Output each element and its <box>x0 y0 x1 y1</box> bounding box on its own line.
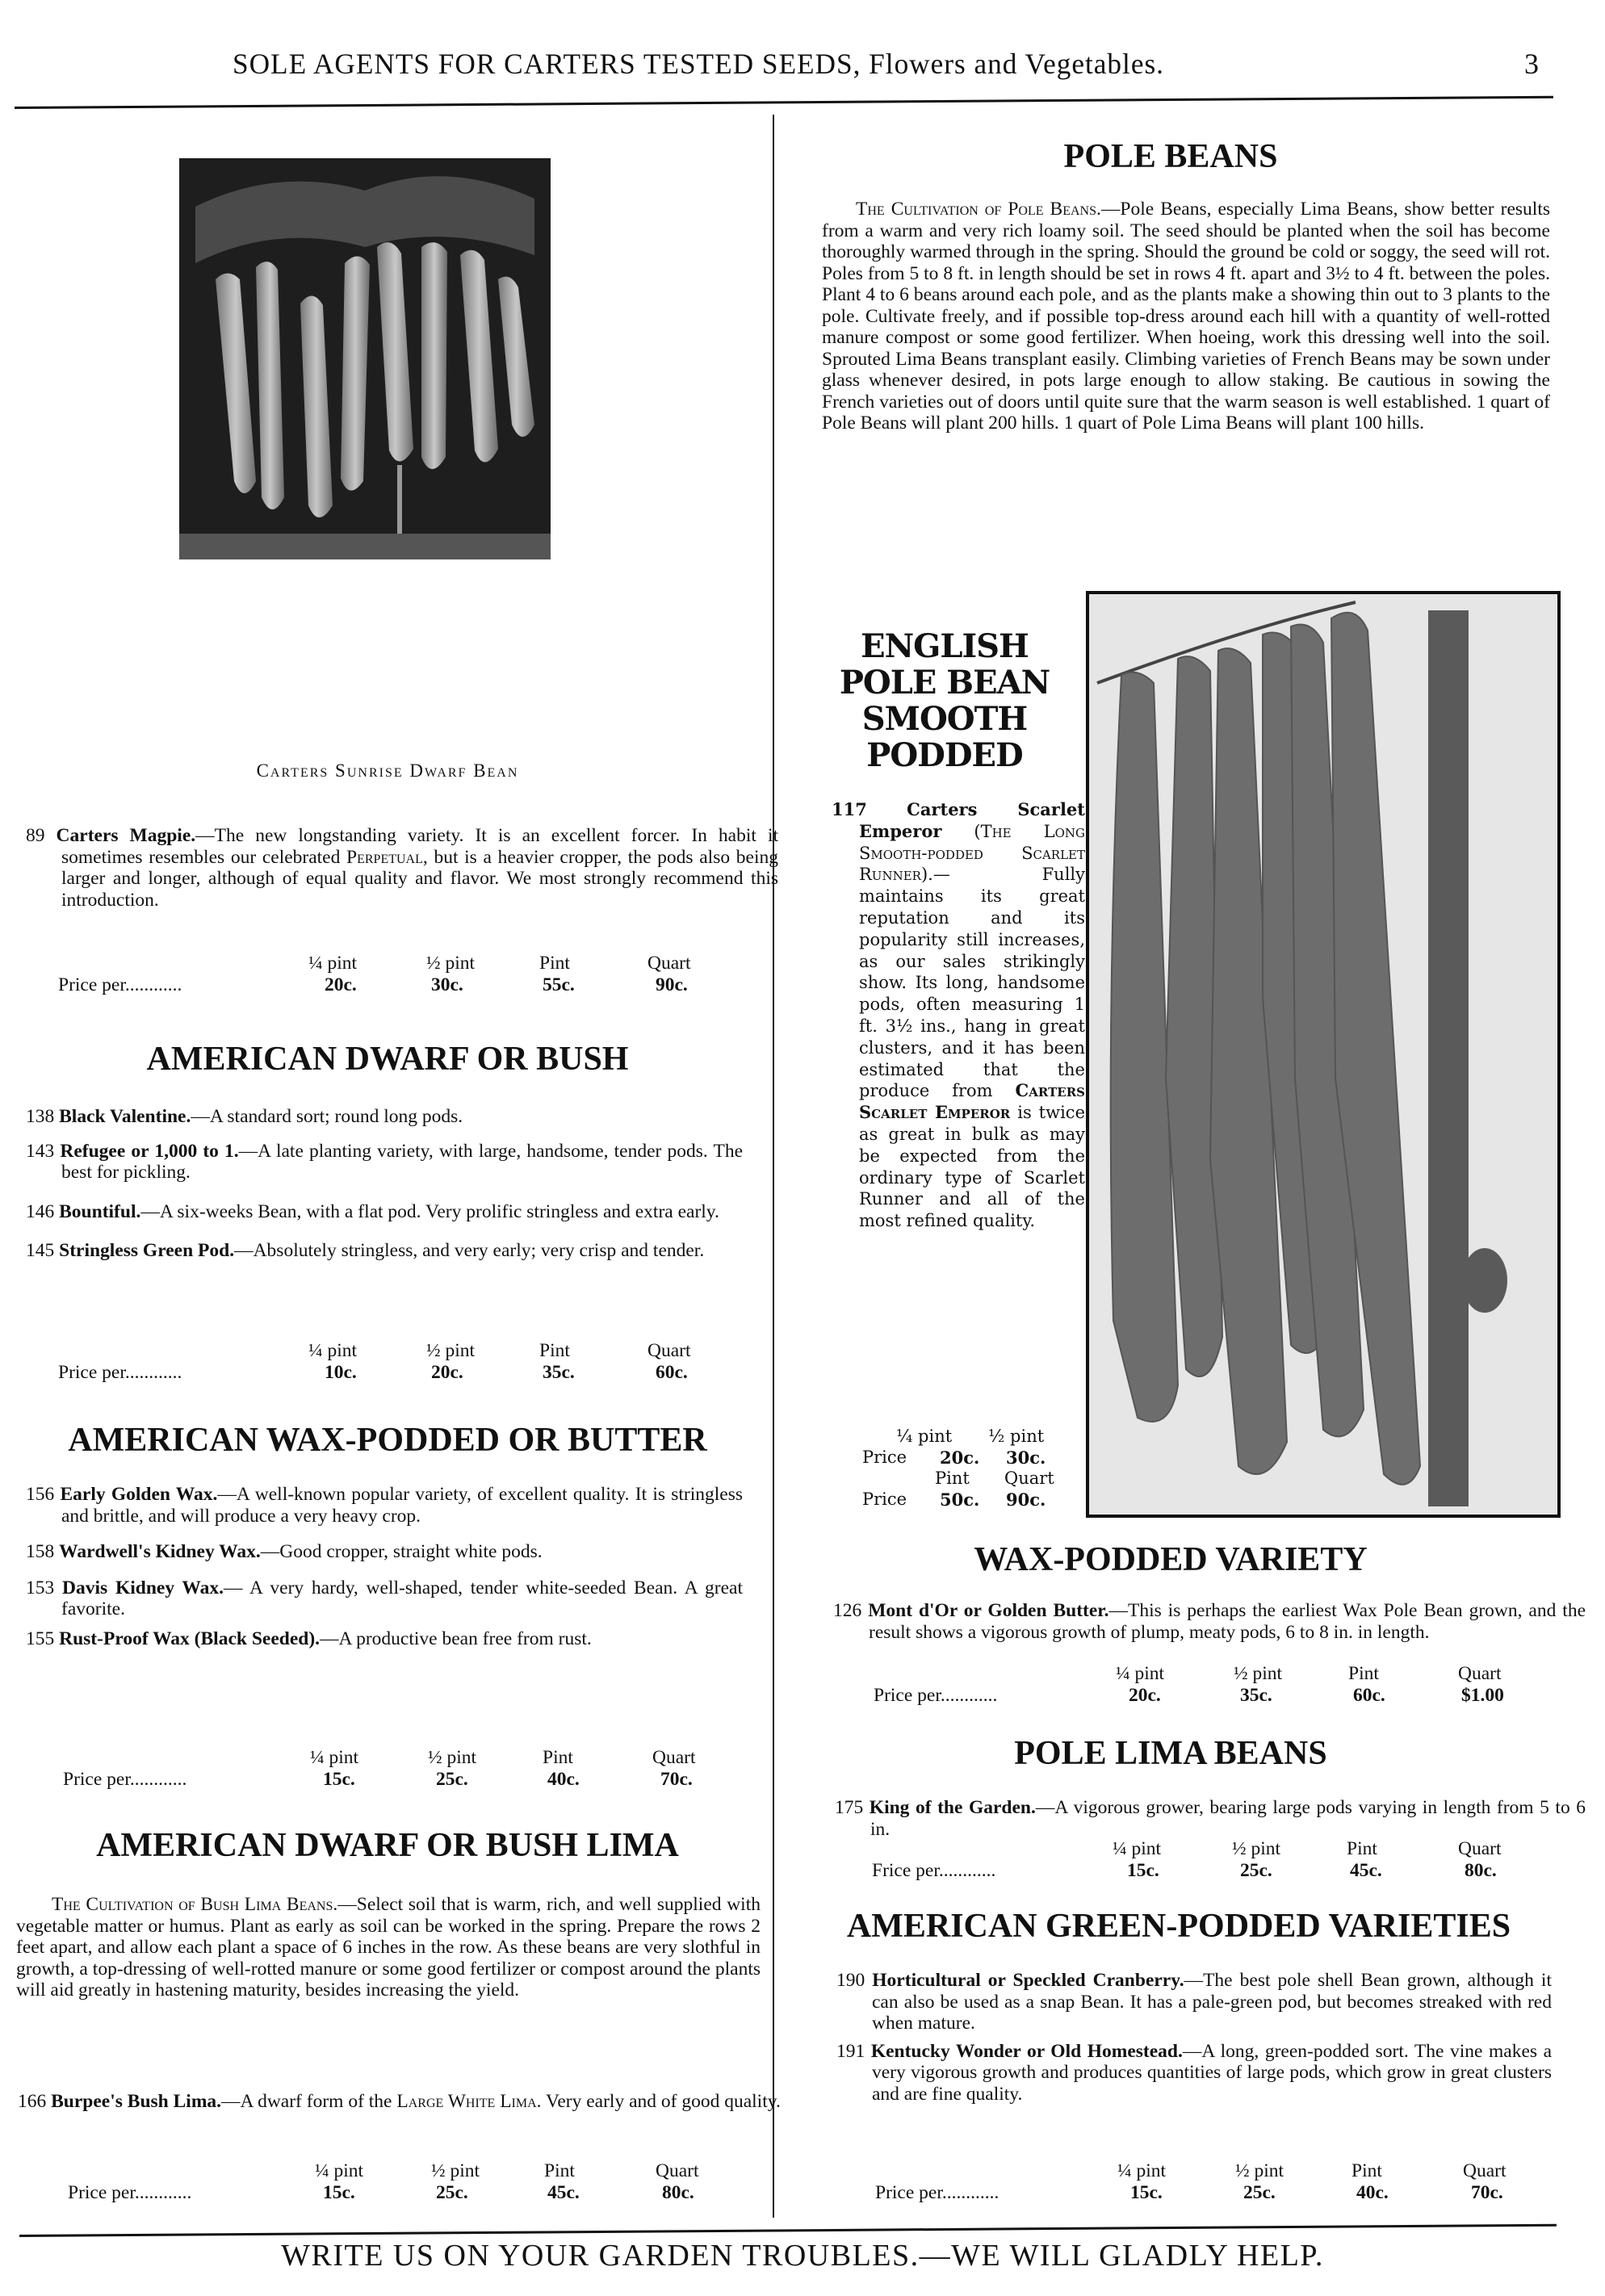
item-number: 146 <box>26 1200 55 1222</box>
price-value: 30c. <box>431 974 463 995</box>
list-item <box>26 1141 743 1184</box>
price-value: 35c. <box>1240 1685 1272 1706</box>
item-text: , but is a heavier cropper, the pods also being larger and longer, although of equal quality and flavor. We most strongly recommend this introduction. <box>61 846 778 911</box>
price-col-header: Pint <box>544 2160 575 2181</box>
price-value: 45c. <box>1350 1860 1382 1881</box>
item-smallcaps: Perpetual <box>346 846 423 868</box>
price-table <box>58 1340 769 1384</box>
item-text: —A well-known popular variety, of excellent quality. It is stringless and brittle, and will produce a very heavy crop. <box>61 1484 744 1527</box>
price-value: 20c. <box>325 974 357 995</box>
section-heading-green-podded: AMERICAN GREEN-PODDED VARIETIES <box>846 1908 1511 1945</box>
list-item <box>836 2041 1552 2105</box>
price-value: 20c. <box>940 1448 980 1468</box>
price-col-header: Pint <box>1351 2160 1382 2181</box>
item-name: Horticultural or Speckled Cranberry. <box>872 1970 1184 1991</box>
item-text: — Fully maintains its great reputation and its popularity still increases, as our sales strikingly show. Its long, handsome pods, often measuring 1 ft. 3½ ins., hang in great clusters, and it has been estimated that the produce from <box>859 865 1085 1101</box>
price-col-header: ½ pint <box>426 953 476 974</box>
price-col-header: Pint <box>935 1469 970 1488</box>
item-number: 143 <box>26 1140 55 1162</box>
price-value: 60c. <box>1353 1685 1385 1706</box>
price-table <box>63 1747 773 1791</box>
column-divider <box>773 115 774 2218</box>
list-item <box>18 2091 796 2113</box>
list-item <box>835 1797 1586 1840</box>
heading-line: POLE BEAN <box>839 664 1050 702</box>
heading-line: PODDED <box>866 736 1023 774</box>
header-rule <box>15 96 1553 109</box>
price-value: 15c. <box>323 2182 355 2203</box>
price-label: Price per............ <box>63 1769 187 1790</box>
item-name: Stringless Green Pod. <box>59 1240 235 1261</box>
price-value: 15c. <box>1127 1860 1159 1881</box>
price-col-header: ½ pint <box>1234 1663 1283 1684</box>
price-value: 35c. <box>543 1362 575 1383</box>
price-value: 70c. <box>660 1769 693 1790</box>
price-value: 80c. <box>662 2182 694 2203</box>
price-col-header: ½ pint <box>1235 2160 1284 2181</box>
item-name: Burpee's Bush Lima. <box>51 2091 222 2112</box>
item-number: 138 <box>26 1106 55 1127</box>
price-value: 55c. <box>543 974 575 995</box>
item-number: 117 <box>832 799 867 819</box>
page-number: 3 <box>1524 48 1539 80</box>
heading-line: ENGLISH <box>861 627 1029 665</box>
item-text: —A productive bean free from rust. <box>320 1628 592 1649</box>
price-label: Price per............ <box>58 1362 182 1383</box>
price-col-header: ¼ pint <box>1116 1663 1165 1684</box>
price-col-header: Pint <box>539 953 570 974</box>
item-text: —A late planting variety, with large, handsome, tender pods. The best for pickling. <box>61 1140 744 1183</box>
price-col-header: Quart <box>1458 1838 1502 1859</box>
price-value: 20c. <box>1129 1685 1161 1706</box>
item-subtitle: (The Long Smooth-podded Scarlet Runner). <box>859 821 1085 885</box>
price-col-header: Pint <box>543 1747 573 1768</box>
item-text: —A dwarf form of the <box>221 2091 397 2112</box>
hanging-runner-beans-illustration <box>1089 594 1557 1515</box>
item-name: Kentucky Wonder or Old Homestead. <box>870 2040 1183 2062</box>
price-label: Price <box>862 1489 907 1509</box>
item-text: —Good cropper, straight white pods. <box>260 1541 543 1562</box>
price-value: $1.00 <box>1461 1685 1504 1706</box>
list-item <box>26 1106 743 1128</box>
item-smallcaps: Large White Lima <box>396 2091 537 2112</box>
footer-text: WRITE US ON YOUR GARDEN TROUBLES.—WE WILL GLADLY HELP. <box>281 2239 1324 2273</box>
price-col-header: ¼ pint <box>896 1427 953 1446</box>
item-smallcaps: Carters Scarlet Emperor <box>859 1080 1085 1123</box>
english-pole-bean-heading <box>823 628 1066 773</box>
price-col-header: Quart <box>647 953 691 974</box>
heading-line: SMOOTH <box>861 700 1028 738</box>
price-col-header: Pint <box>539 1340 570 1361</box>
footer-rule <box>19 2224 1557 2237</box>
price-col-header: Quart <box>1463 2160 1507 2181</box>
section-heading-bush-lima: AMERICAN DWARF OR BUSH LIMA <box>96 1827 679 1864</box>
price-col-header: Pint <box>1348 1663 1379 1684</box>
cultivation-text: —Select soil that is warm, rich, and well supplied with vegetable matter or humus. Plant as early as soil can be worked in the spring. Prepare the rows 2 feet apart, and allow each plant a space of 6 inches in the row. As these beans are very slothful in growth, a top-dressing of well-rotted manure or some good fertilizer or compost around the plants will aid greatly in hastening maturity, besides increasing the yield. <box>16 1894 761 2001</box>
item-text: —Absolutely stringless, and very early; very crisp and tender. <box>234 1240 705 1261</box>
item-number: 175 <box>835 1797 864 1818</box>
price-table <box>872 1838 1566 1882</box>
list-item <box>833 1600 1586 1643</box>
item-number: 190 <box>836 1970 865 1991</box>
price-value: 25c. <box>436 2182 468 2203</box>
price-col-header: ½ pint <box>431 2160 480 2181</box>
price-col-header: ¼ pint <box>1113 1838 1162 1859</box>
price-value: 15c. <box>1130 2182 1163 2203</box>
price-col-header: ¼ pint <box>308 953 358 974</box>
section-heading-wax-podded-variety: WAX-PODDED VARIETY <box>974 1541 1368 1578</box>
header-title: SOLE AGENTS FOR CARTERS TESTED SEEDS, Flowers and Vegetables. <box>233 48 1164 80</box>
scarlet-runner-photo <box>1086 591 1561 1518</box>
item-text: —The new longstanding variety. It is an excellent forcer. In habit it sometimes resembles our celebrated <box>61 825 779 868</box>
price-col-header: Quart <box>647 1340 691 1361</box>
price-value: 15c. <box>323 1769 355 1790</box>
item-name: Davis Kidney Wax. <box>62 1577 224 1598</box>
price-col-header: Quart <box>1004 1469 1054 1488</box>
bush-lima-cultivation <box>16 1894 761 2001</box>
price-col-header: Pint <box>1347 1838 1377 1859</box>
price-table <box>68 2160 778 2204</box>
price-value: 25c. <box>436 1769 468 1790</box>
item-name: Mont d'Or or Golden Butter. <box>868 1600 1109 1621</box>
price-col-header: ½ pint <box>988 1427 1045 1446</box>
item-name: Refugee or 1,000 to 1. <box>60 1140 239 1162</box>
item-text: is twice as great in bulk as may be expected from the ordinary type of Scarlet Runner and all of the most refined quality. <box>859 1103 1085 1231</box>
scarlet-emperor-item <box>832 799 1085 1232</box>
dwarf-bean-photo <box>179 158 551 559</box>
price-value: 80c. <box>1465 1860 1497 1881</box>
cultivation-title: The Cultivation of Bush Lima Beans. <box>52 1894 338 1915</box>
item-name: King of the Garden. <box>869 1797 1036 1818</box>
price-table <box>874 1663 1568 1707</box>
price-value: 50c. <box>940 1489 980 1510</box>
item-name: Carters Scarlet Emperor <box>859 799 1085 841</box>
photo-caption: Carters Sunrise Dwarf Bean <box>256 760 519 781</box>
price-table <box>875 2160 1569 2204</box>
section-heading-pole-lima: POLE LIMA BEANS <box>1014 1735 1327 1772</box>
price-col-header: ¼ pint <box>315 2160 364 2181</box>
item-text: —A long, green-podded sort. The vine makes a very vigorous growth and produces quantities of large pods, which grow in great clusters and are fine quality. <box>872 2040 1553 2105</box>
green-podded-list <box>836 1970 1552 2105</box>
wax-butter-list <box>26 1484 743 1649</box>
price-value: 40c. <box>547 1769 580 1790</box>
price-col-header: ½ pint <box>428 1747 477 1768</box>
item-number: 126 <box>833 1600 862 1621</box>
item-name: Black Valentine. <box>59 1106 191 1127</box>
cultivation-text: —Pole Beans, especially Lima Beans, show better results from a warm and very rich loamy soil. The seed should be planted when the soil has become thoroughly warmed through in the spring. Should the ground be cold or soggy, the seed will rot. Poles from 5 to 8 ft. in length should be set in rows 4 ft. apart and 3½ to 4 ft. between the poles. Plant 4 to 6 beans around each pole, and as the plants make a showing thin out to 3 plants to the pole. Cultivate freely, and if possible top-dress around each hill with a quantity of well-rotted manure compost or some good fertilizer. When hoeing, work this dressing well into the soil. Sprouted Lima Beans transplant easily. Climbing varieties of French Beans may be sown under glass whenever desired, in pots large enough to allow staking. Be cautious in sowing the French varieties out of doors until quite sure that the warm season is well established. 1 quart of Pole Beans will plant 200 hills. 1 quart of Pole Lima Beans will plant 100 hills. <box>822 199 1551 434</box>
item-name: Rust-Proof Wax (Black Seeded). <box>59 1628 321 1649</box>
cultivation-title: The Cultivation of Pole Beans. <box>856 199 1101 220</box>
item-number: 158 <box>26 1541 55 1562</box>
price-value: 30c. <box>1006 1448 1046 1468</box>
price-value: 90c. <box>656 974 688 995</box>
item-number: 166 <box>18 2091 47 2112</box>
item-name: Carters Magpie. <box>56 825 196 846</box>
hanging-beans-illustration <box>179 158 551 559</box>
pole-beans-cultivation <box>822 199 1550 434</box>
price-label: Price per............ <box>58 974 182 995</box>
price-col-header: Quart <box>656 2160 699 2181</box>
price-value: 10c. <box>325 1362 357 1383</box>
price-value: 45c. <box>547 2182 580 2203</box>
list-item <box>26 1201 743 1223</box>
item-number: 156 <box>26 1484 55 1505</box>
item-number: 191 <box>836 2040 865 2062</box>
price-col-header: ½ pint <box>1232 1838 1281 1859</box>
list-item <box>836 1970 1552 2034</box>
item-name: Early Golden Wax. <box>60 1484 218 1505</box>
list-item <box>26 1577 743 1620</box>
scarlet-emperor-prices <box>862 1426 1072 1510</box>
price-col-header: ¼ pint <box>1117 2160 1167 2181</box>
item-number: 145 <box>26 1240 55 1261</box>
price-label: Price <box>862 1448 907 1467</box>
item-number: 155 <box>26 1628 55 1649</box>
list-item <box>26 1484 743 1527</box>
price-label: Price per............ <box>874 1685 998 1706</box>
price-col-header: Quart <box>1458 1663 1502 1684</box>
item-text: —A six-weeks Bean, with a flat pod. Very prolific stringless and extra early. <box>140 1200 719 1222</box>
running-header <box>0 47 1605 87</box>
list-item <box>26 1240 743 1262</box>
price-col-header: ¼ pint <box>308 1340 358 1361</box>
price-col-header: ½ pint <box>426 1340 476 1361</box>
item-text: . Very early and of good quality. <box>536 2091 781 2112</box>
price-value: 40c. <box>1356 2182 1389 2203</box>
item-text: —The best pole shell Bean grown, although it can also be used as a snap Bean. It has a pale-green pod, but becomes streaked with red when mature. <box>872 1970 1552 2034</box>
item-name: Bountiful. <box>59 1200 141 1222</box>
list-item <box>26 1541 743 1563</box>
price-col-header: Quart <box>652 1747 696 1768</box>
item-text: —This is perhaps the earliest Wax Pole Bean grown, and the result shows a vigorous growth of plump, meaty pods, 6 to 8 in. in length. <box>869 1600 1586 1643</box>
item-text: — A very hardy, well-shaped, tender white-seeded Bean. A great favorite. <box>61 1577 743 1619</box>
item-text: —A vigorous grower, bearing large pods varying in length from 5 to 6 in. <box>870 1797 1586 1840</box>
section-heading-pole-beans: POLE BEANS <box>1063 138 1278 175</box>
price-value: 90c. <box>1006 1489 1046 1510</box>
price-value: 25c. <box>1243 2182 1276 2203</box>
list-item <box>26 825 778 911</box>
item-text: —A standard sort; round long pods. <box>191 1106 463 1127</box>
list-item <box>26 1628 743 1650</box>
item-number: 153 <box>26 1577 55 1598</box>
dwarf-bush-list <box>26 1106 743 1262</box>
price-value: 25c. <box>1240 1860 1272 1881</box>
item-number: 89 <box>26 825 45 846</box>
price-label: Price per............ <box>875 2182 999 2203</box>
price-value: 60c. <box>656 1362 688 1383</box>
section-heading-wax-butter: AMERICAN WAX-PODDED OR BUTTER <box>68 1422 707 1459</box>
item-name: Wardwell's Kidney Wax. <box>59 1541 261 1562</box>
price-value: 20c. <box>431 1362 463 1383</box>
price-value: 70c. <box>1471 2182 1503 2203</box>
price-label: Frice per............ <box>872 1860 996 1881</box>
price-table <box>58 953 769 996</box>
price-col-header: ¼ pint <box>310 1747 359 1768</box>
section-heading-american-dwarf: AMERICAN DWARF OR BUSH <box>146 1041 629 1078</box>
price-label: Price per............ <box>68 2182 192 2203</box>
